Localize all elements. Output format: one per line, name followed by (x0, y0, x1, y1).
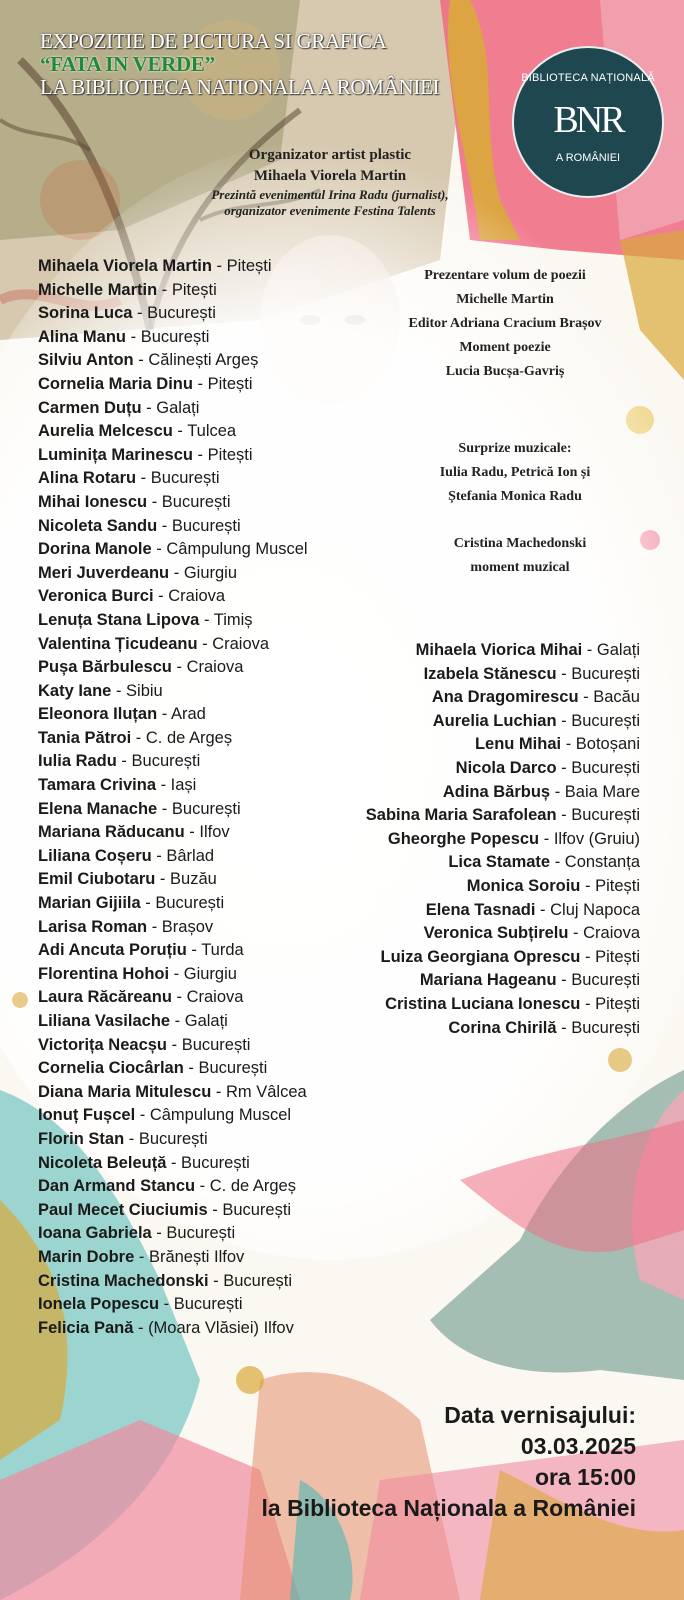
program-line: Prezentare volum de poezii (424, 268, 586, 283)
artist-name: Veronica Subțirelu (423, 924, 569, 943)
artist-name: Marin Dobre (38, 1247, 135, 1266)
artist-row (38, 986, 308, 1010)
separator: - (132, 304, 148, 323)
presenter-role: organizator evenimente Festina Talents (224, 203, 436, 218)
artist-name: Veronica Burci (38, 587, 154, 606)
program-line: moment muzical (470, 560, 570, 575)
separator: - (151, 540, 167, 559)
artist-city: Craiova (583, 924, 640, 943)
artist-name: Cristina Machedonski (38, 1271, 209, 1290)
artist-name: Adi Ancuta Poruțiu (38, 941, 187, 960)
separator: - (157, 799, 172, 818)
artist-row (38, 1152, 308, 1176)
artist-name: Eleonora Iluțan (38, 705, 158, 724)
logo-monogram: BNR (553, 99, 623, 141)
artist-city: Pitești (207, 445, 253, 464)
program-presentation (370, 264, 640, 384)
separator: - (561, 735, 576, 754)
artist-name: Carmen Duțu (38, 398, 142, 417)
separator: - (124, 1129, 139, 1148)
artist-city: București (571, 1018, 640, 1037)
separator: - (556, 971, 572, 990)
artist-name: Cornelia Ciocârlan (38, 1059, 184, 1078)
artist-city: București (198, 1059, 268, 1078)
separator: - (580, 994, 596, 1013)
artist-row (38, 491, 308, 515)
artist-row (38, 326, 308, 350)
artist-row (38, 727, 308, 751)
separator: - (582, 641, 597, 659)
separator: - (556, 806, 572, 825)
separator: - (197, 634, 213, 653)
artist-city: București (571, 806, 640, 825)
separator: - (126, 327, 141, 346)
artist-city: Pitești (595, 947, 640, 966)
artist-city: Arad (170, 705, 206, 724)
artist-row (38, 1317, 308, 1341)
artist-city: Câmpulung Muscel (166, 540, 308, 559)
artist-name: Aurelia Luchian (432, 711, 557, 730)
artist-row (366, 757, 640, 781)
artist-city: Câmpulung Muscel (149, 1106, 292, 1125)
separator: - (550, 782, 565, 801)
separator: - (147, 492, 162, 511)
artist-row (38, 349, 308, 373)
artist-name: Paul Mecet Ciuciumis (38, 1200, 208, 1219)
artist-row (366, 663, 640, 687)
artist-row (366, 710, 640, 734)
artist-row (38, 774, 308, 798)
artist-city: Timiș (213, 610, 253, 629)
artist-city: C. de Argeș (145, 728, 233, 747)
separator: - (157, 705, 171, 724)
artist-city: București (150, 469, 220, 488)
artist-city: București (222, 1200, 292, 1219)
separator: - (556, 664, 572, 683)
program-line: Michelle Martin (456, 292, 554, 307)
separator: - (147, 917, 162, 936)
artist-city: Galați (156, 398, 200, 417)
separator: - (186, 941, 202, 960)
artist-city: București (166, 1224, 236, 1243)
vernissage-place: la Biblioteca Naționala a României (261, 1495, 636, 1521)
separator: - (155, 870, 171, 889)
artist-row (366, 828, 640, 852)
separator: - (172, 422, 188, 441)
artist-name: Adina Bărbuș (442, 782, 551, 801)
artist-row (366, 946, 640, 970)
separator: - (580, 876, 596, 895)
artist-row (38, 585, 308, 609)
artist-city: București (181, 1035, 251, 1054)
artist-city: București (171, 516, 241, 535)
artist-name: Mariana Răducanu (38, 823, 185, 842)
artist-row (38, 939, 308, 963)
separator: - (183, 1059, 199, 1078)
artist-city: Pitești (226, 257, 272, 275)
artist-name: Lenuța Stana Lipova (38, 610, 200, 629)
program-line: Moment poezie (459, 340, 551, 355)
artist-city: București (171, 799, 241, 818)
separator: - (134, 1247, 149, 1266)
artist-row (38, 1199, 308, 1223)
artist-name: Mihaela Viorica Mihai (415, 641, 583, 659)
artist-name: Diana Maria Mitulescu (38, 1082, 212, 1101)
artist-row (38, 868, 308, 892)
artist-row (38, 1246, 308, 1270)
artist-row (38, 1010, 308, 1034)
artist-city: București (155, 894, 225, 913)
separator: - (156, 776, 171, 795)
artist-name: Emil Ciubotaru (38, 870, 156, 889)
artist-row (38, 1081, 308, 1105)
separator: - (208, 1271, 224, 1290)
separator: - (578, 688, 594, 707)
artist-name: Ionela Popescu (38, 1295, 160, 1314)
separator: - (192, 374, 208, 393)
title-line-3: LA BIBLIOTECA NATIONALA A ROMÂNIEI (40, 75, 440, 99)
artist-name: Silviu Anton (38, 351, 134, 370)
artist-name: Gheorghe Popescu (387, 829, 540, 848)
artist-name: Dorina Manole (38, 540, 152, 559)
separator: - (133, 351, 149, 370)
artist-row (38, 633, 308, 657)
artist-name: Laura Răcăreanu (38, 988, 172, 1007)
separator: - (556, 711, 572, 730)
artist-city: Baia Mare (564, 782, 640, 801)
artist-city: Bârlad (166, 846, 215, 865)
separator: - (556, 1018, 572, 1037)
program-music-moment (400, 532, 640, 580)
artist-row (38, 821, 308, 845)
artist-city: București (571, 711, 640, 730)
artist-city: Brașov (161, 917, 214, 936)
artist-city: Giurgiu (183, 964, 237, 983)
artist-row (38, 397, 308, 421)
artist-city: Galați (596, 641, 640, 659)
vernissage-time: ora 15:00 (534, 1464, 636, 1490)
artist-row (38, 1270, 308, 1294)
artist-city: Călinești Argeș (148, 351, 259, 370)
artist-name: Mariana Hageanu (419, 971, 557, 990)
separator: - (171, 988, 187, 1007)
artist-name: Liliana Vasilache (38, 1012, 171, 1030)
artist-city: București (140, 327, 210, 346)
separator: - (170, 1012, 185, 1030)
artist-name: Ana Dragomirescu (431, 688, 579, 707)
artist-list-right (366, 639, 640, 1040)
artist-name: Tamara Crivina (38, 776, 156, 795)
separator: - (169, 563, 184, 582)
artist-name: Ioana Gabriela (38, 1224, 152, 1243)
artist-city: Buzău (170, 870, 217, 889)
artist-row (38, 1128, 308, 1152)
artist-row (366, 875, 640, 899)
artist-name: Florin Stan (38, 1129, 125, 1148)
program-line: Ștefania Monica Radu (448, 489, 582, 504)
artist-row (366, 969, 640, 993)
artist-row (38, 1034, 308, 1058)
artist-city: Rm Vâlcea (225, 1082, 307, 1101)
artist-name: Elena Manache (38, 799, 158, 818)
artist-name: Sabina Maria Sarafolean (365, 806, 557, 825)
artist-name: Mihaela Viorela Martin (38, 257, 212, 275)
artist-row (38, 279, 308, 303)
separator: - (535, 900, 551, 919)
separator: - (131, 728, 146, 747)
artist-city: București (138, 1129, 208, 1148)
artist-name: Larisa Roman (38, 917, 148, 936)
artist-name: Mihai Ionescu (38, 492, 148, 511)
exhibition-title (40, 30, 439, 99)
artist-name: Cristina Luciana Ionescu (385, 994, 581, 1013)
artist-name: Meri Juverdeanu (38, 563, 170, 582)
artist-name: Luminița Marinescu (38, 445, 193, 464)
artist-row (366, 781, 640, 805)
artist-city: Galați (184, 1012, 228, 1030)
separator: - (157, 280, 172, 299)
artist-name: Florentina Hohoi (38, 964, 170, 983)
artist-name: Nicola Darco (455, 758, 557, 777)
separator: - (195, 1177, 210, 1196)
separator: - (556, 758, 572, 777)
organizer-name: Mihaela Viorela Martin (253, 168, 407, 184)
artist-city: Giurgiu (183, 563, 238, 582)
artist-row (38, 845, 308, 869)
artist-row (38, 703, 308, 727)
separator: - (166, 1153, 182, 1172)
artist-name: Alina Manu (38, 327, 127, 346)
artist-row (38, 680, 308, 704)
artist-row (366, 804, 640, 828)
separator: - (580, 947, 596, 966)
separator: - (568, 924, 584, 943)
artist-city: Constanța (564, 853, 640, 872)
separator: - (167, 1035, 182, 1054)
artist-city: Ilfov (Gruiu) (553, 829, 640, 848)
separator: - (192, 445, 208, 464)
program-line: Iulia Radu, Petrică Ion și (439, 465, 591, 480)
artist-row (38, 1104, 308, 1128)
separator: - (141, 398, 157, 417)
artist-city: Brănești Ilfov (148, 1247, 245, 1266)
organizer-role: Organizator artist plastic (248, 147, 412, 163)
artist-name: Elena Tasnadi (425, 900, 536, 919)
artist-name: Tania Pătroi (38, 728, 132, 747)
artist-city: Ilfov (199, 823, 230, 842)
artist-name: Katy Iane (38, 681, 112, 700)
separator: - (169, 964, 184, 983)
artist-city: București (147, 304, 216, 323)
separator: - (550, 853, 565, 872)
presenter-line: Prezintă evenimentul Irina Radu (jurnalist), (211, 187, 449, 202)
artist-row (38, 538, 308, 562)
artist-name: Victorița Neacșu (38, 1035, 168, 1054)
separator: - (136, 469, 151, 488)
artist-name: Ionuț Fușcel (38, 1106, 136, 1125)
artist-name: Izabela Stănescu (423, 664, 557, 683)
artist-city: Tulcea (187, 422, 237, 441)
artist-name: Marian Gijiila (38, 894, 141, 913)
logo-top-text: BIBLIOTECA NAȚIONALĂ (521, 72, 655, 84)
artist-city: București (223, 1271, 292, 1290)
artist-row (38, 515, 308, 539)
separator: - (199, 610, 214, 629)
artist-city: (Moara Vlăsiei) Ilfov (148, 1318, 294, 1337)
artist-name: Nicoleta Beleuță (38, 1153, 167, 1172)
artist-city: București (161, 492, 231, 511)
separator: - (211, 1082, 226, 1101)
artist-row (38, 467, 308, 491)
artist-row (38, 420, 308, 444)
artist-city: Iași (170, 776, 197, 795)
artist-city: Craiova (212, 634, 270, 653)
separator: - (116, 752, 132, 771)
title-line-1: EXPOZITIE DE PICTURA SI GRAFICA (40, 29, 387, 53)
artist-city: Craiova (186, 988, 244, 1007)
program-music-surprises (390, 437, 640, 509)
artist-row (38, 750, 308, 774)
artist-city: București (571, 758, 640, 777)
artist-row (366, 639, 640, 663)
artist-row (38, 1222, 308, 1246)
artist-city: București (173, 1295, 243, 1314)
artist-row (366, 1017, 640, 1041)
bnr-logo (512, 46, 664, 198)
artist-name: Aurelia Melcescu (38, 422, 173, 441)
artist-row (38, 963, 308, 987)
artist-city: Pitești (595, 876, 640, 895)
artist-city: Craiova (186, 658, 244, 677)
artist-city: Botoșani (575, 735, 640, 754)
program-line: Editor Adriana Cracium Brașov (408, 316, 602, 331)
artist-row (366, 922, 640, 946)
artist-row (38, 798, 308, 822)
separator: - (539, 829, 554, 848)
artist-name: Dan Armand Stancu (38, 1177, 196, 1196)
separator: - (111, 681, 127, 700)
artist-list-left (38, 255, 308, 1340)
program-line: Lucia Bucșa-Gavriș (445, 364, 565, 379)
artist-name: Valentina Țicudeanu (38, 634, 198, 653)
artist-row (38, 916, 308, 940)
artist-city: Sibiu (126, 681, 163, 700)
artist-row (38, 444, 308, 468)
artist-name: Alina Rotaru (38, 469, 137, 488)
artist-city: Cluj Napoca (550, 900, 640, 919)
artist-city: C. de Argeș (209, 1177, 296, 1196)
artist-name: Corina Chirilă (448, 1018, 557, 1037)
program-line: Cristina Machedonski (453, 536, 587, 551)
artist-row (366, 686, 640, 710)
artist-name: Liliana Coșeru (38, 846, 152, 865)
separator: - (133, 1318, 149, 1337)
artist-row (38, 373, 308, 397)
separator: - (159, 1295, 174, 1314)
artist-name: Lica Stamate (448, 853, 551, 872)
artist-city: București (181, 1153, 250, 1172)
title-line-2: “FATA IN VERDE” (40, 52, 215, 76)
artist-name: Luiza Georgiana Oprescu (380, 947, 581, 966)
separator: - (207, 1200, 223, 1219)
artist-row (38, 1175, 308, 1199)
artist-row (38, 609, 308, 633)
separator: - (140, 894, 156, 913)
artist-city: București (571, 664, 640, 683)
artist-city: Turda (201, 941, 244, 960)
artist-city: București (131, 752, 201, 771)
artist-row (38, 656, 308, 680)
artist-row (366, 993, 640, 1017)
program-line: Surprize muzicale: (458, 441, 572, 456)
separator: - (211, 257, 227, 275)
artist-name: Felicia Pană (38, 1318, 134, 1337)
artist-row (38, 892, 308, 916)
artist-name: Pușa Bărbulescu (38, 658, 172, 677)
separator: - (171, 658, 187, 677)
artist-row (366, 733, 640, 757)
separator: - (151, 846, 167, 865)
artist-row (38, 1293, 308, 1317)
vernissage-info (262, 1400, 637, 1524)
artist-name: Monica Soroiu (466, 876, 581, 895)
artist-name: Iulia Radu (38, 752, 117, 771)
artist-name: Lenu Mihai (474, 735, 562, 754)
artist-city: Bacău (593, 688, 640, 707)
artist-row (366, 851, 640, 875)
separator: - (151, 1224, 167, 1243)
separator: - (135, 1106, 150, 1125)
artist-city: Pitești (595, 994, 640, 1013)
separator: - (157, 516, 172, 535)
organizer-block (150, 145, 510, 219)
artist-row (366, 899, 640, 923)
artist-row (38, 255, 308, 279)
logo-bottom-text: A ROMÂNIEI (555, 152, 621, 164)
artist-name: Michelle Martin (38, 280, 158, 299)
artist-city: Pitești (171, 280, 217, 299)
vernissage-date: 03.03.2025 (520, 1433, 636, 1459)
artist-city: Craiova (168, 587, 226, 606)
artist-city: Pitești (207, 374, 253, 393)
artist-name: Sorina Luca (38, 304, 133, 323)
separator: - (153, 587, 169, 606)
vernissage-label: Data vernisajului: (444, 1402, 636, 1428)
artist-row (38, 302, 308, 326)
artist-city: București (571, 971, 640, 990)
artist-name: Nicoleta Sandu (38, 516, 158, 535)
artist-row (38, 1057, 308, 1081)
artist-row (38, 562, 308, 586)
artist-name: Cornelia Maria Dinu (38, 374, 193, 393)
separator: - (184, 823, 200, 842)
